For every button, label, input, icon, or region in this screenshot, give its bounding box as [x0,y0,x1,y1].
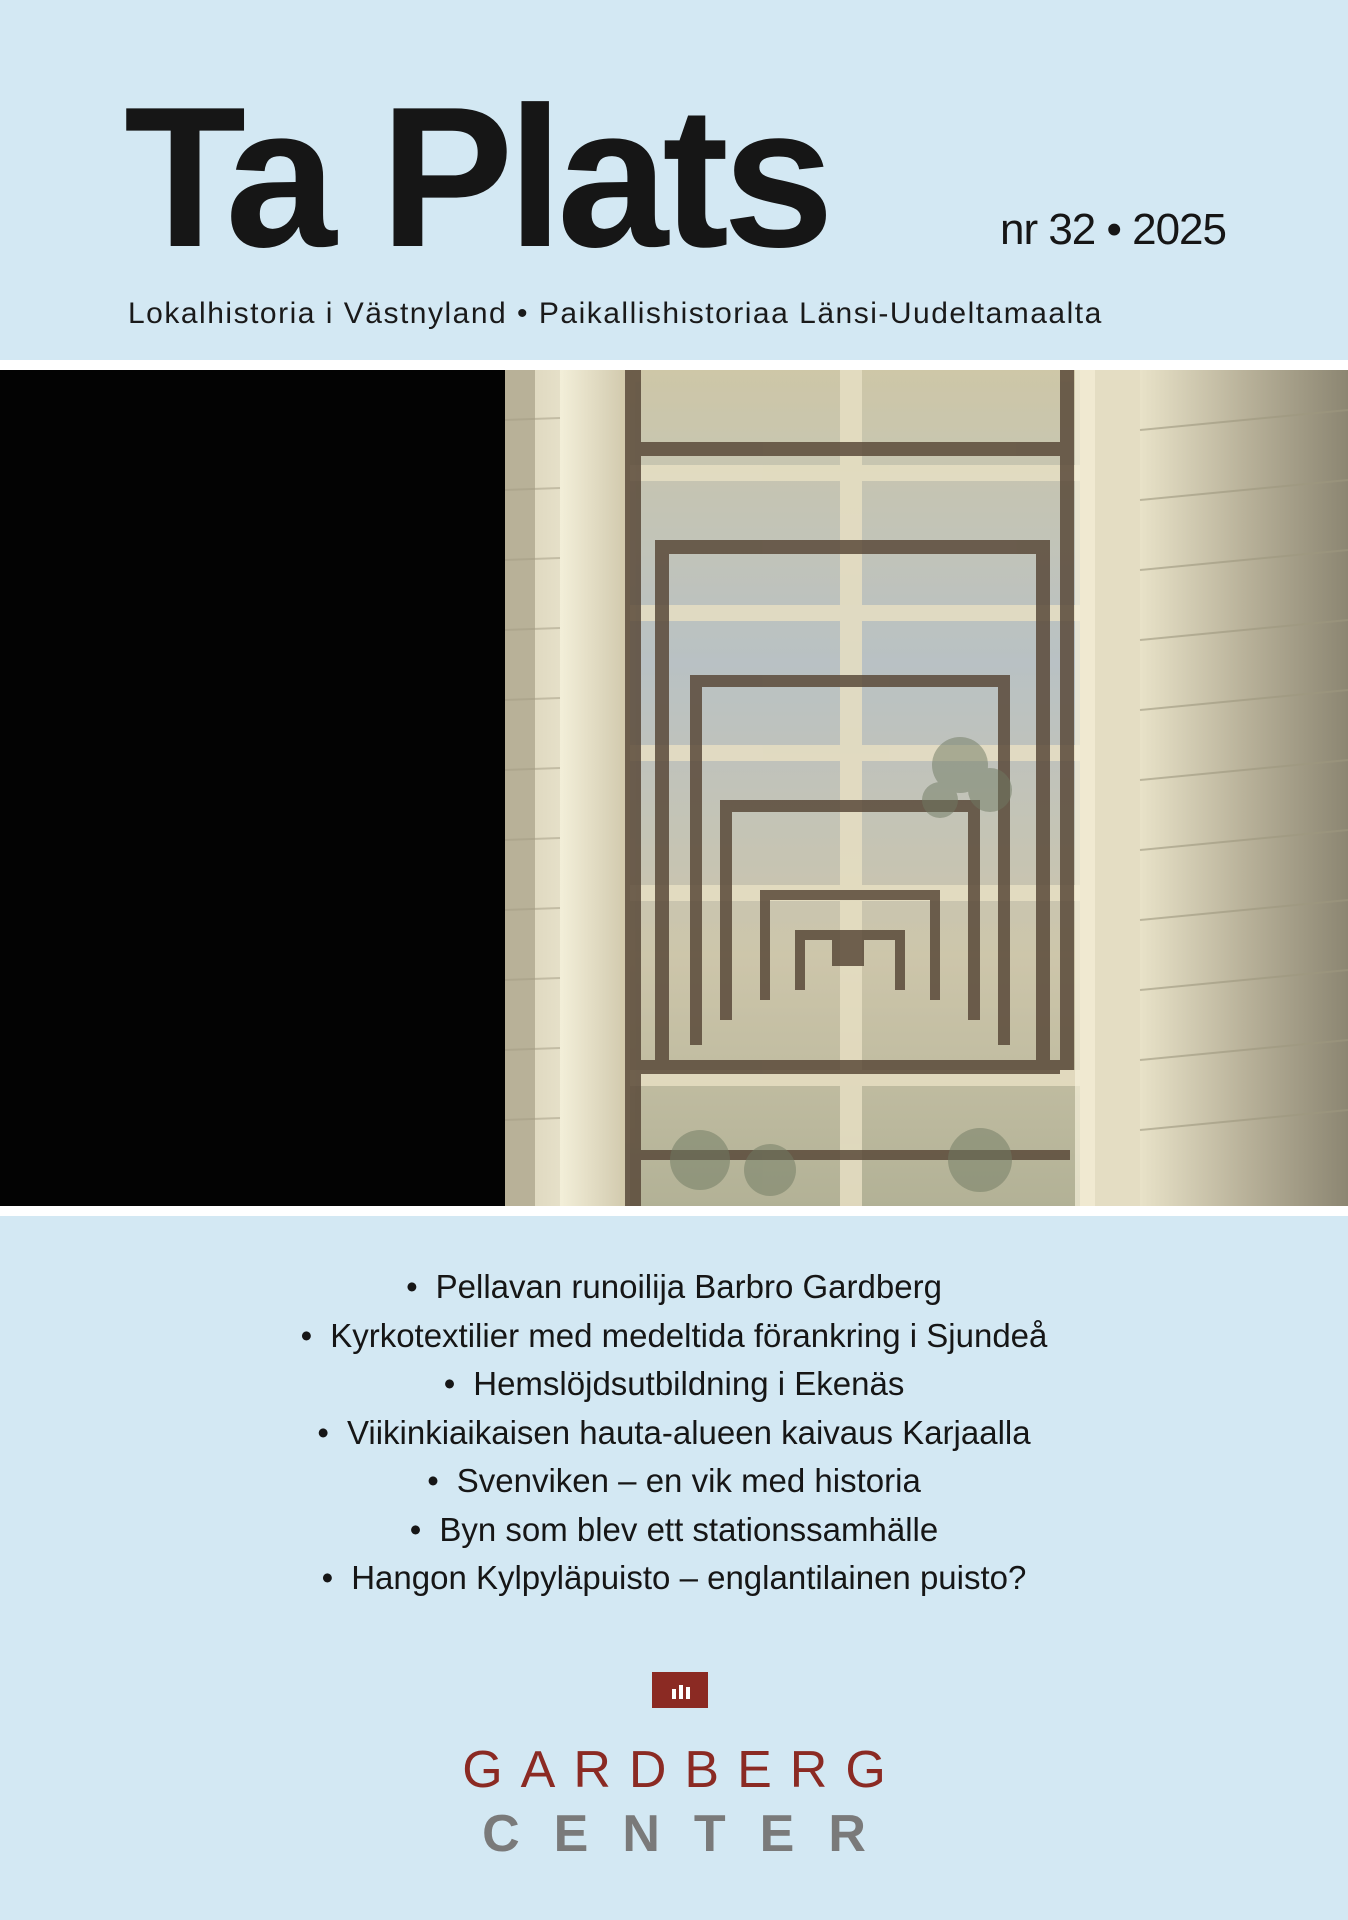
bullet: • [321,1559,334,1596]
bullet: • [409,1510,422,1548]
bullet: • [300,1316,313,1354]
article-title: Hangon Kylpyläpuisto – englantilainen puisto? [351,1559,1027,1596]
list-item [0,1554,1348,1603]
bullet: • [406,1268,418,1305]
list-item [0,1360,1348,1409]
bullet: • [317,1413,329,1451]
magazine-title: Ta Plats [124,66,829,289]
magazine-subtitle: Lokalhistoria i Västnyland • Paikallishistoriaa Länsi-Uudeltamaalta [128,297,1103,330]
article-title: Viikinkiaikaisen hauta-alueen kaivaus Karjaalla [346,1413,1031,1451]
publisher-name-line2: CENTER [482,1805,900,1863]
issue-number: nr 32 • 2025 [999,205,1226,254]
publisher-name-line1: GARDBERG [462,1741,904,1799]
list-item [0,1263,1348,1312]
article-title: Byn som blev ett stationssamhälle [439,1510,939,1548]
list-item [0,1409,1348,1458]
article-title: Svenviken – en vik med historia [456,1462,921,1499]
article-title: Hemslöjdsutbildning i Ekenäs [473,1365,905,1402]
list-item [0,1457,1348,1506]
article-title: Pellavan runoilija Barbro Gardberg [435,1268,942,1305]
list-item [0,1506,1348,1555]
cover-photo-frame [0,360,1348,1216]
bullet: • [427,1462,439,1499]
cover-photo [0,370,1348,1206]
contents-list [0,1263,1348,1603]
publisher-logo-icon [652,1672,708,1708]
window-textile-photo-icon [0,370,1348,1206]
bullet: • [443,1365,456,1402]
article-title: Kyrkotextilier med medeltida förankring i Sjundeå [330,1316,1048,1354]
list-item [0,1312,1348,1361]
